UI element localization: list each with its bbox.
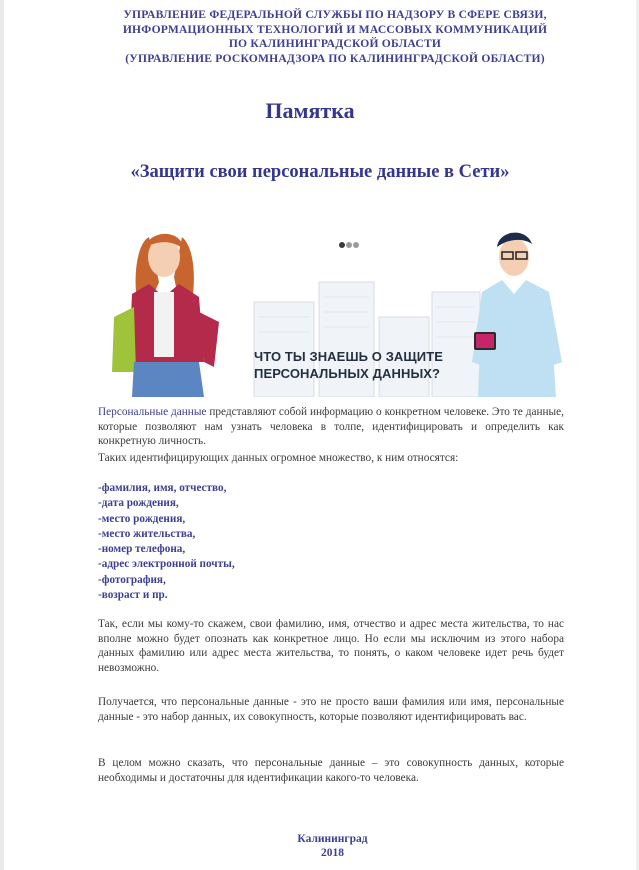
list-item: -номер телефона, [98, 543, 186, 556]
document-title: Памятка [265, 98, 355, 123]
illustration-banner [104, 222, 568, 397]
list-item: -возраст и пр. [98, 589, 168, 602]
boy-illustration [464, 222, 568, 397]
personal-data-list [98, 481, 398, 603]
page-edge-left [0, 0, 4, 870]
footer-city: Калининград [297, 833, 368, 845]
carousel-dot [353, 242, 359, 248]
paragraph-3: В целом можно сказать, что персональные данные – это совокупность данных, которые необходимы и достаточны для идентификации какого-то человека. [98, 757, 564, 784]
list-item: -дата рождения, [98, 497, 179, 510]
list-item: -место рождения, [98, 512, 186, 525]
header-line: ИНФОРМАЦИОННЫХ ТЕХНОЛОГИЙ И МАССОВЫХ КОММУНИКАЦИЙ [122, 22, 548, 36]
list-item: -фамилия, имя, отчество, [98, 482, 227, 494]
paragraph-2: Получается, что персональные данные - это не просто ваши фамилия или имя, персональные данные - это набор данных, их совокупность, которые позволяют идентифицировать вас. [98, 696, 564, 723]
carousel-dot-active [339, 242, 345, 248]
girl-illustration [104, 222, 224, 397]
banner-caption [254, 348, 474, 382]
list-item: -место жительства, [98, 527, 196, 540]
banner-caption-line: ЧТО ТЫ ЗНАЕШЬ О ЗАЩИТЕ [254, 349, 444, 364]
intro-paragraph [98, 405, 564, 449]
document-subtitle: «Защити свои персональные данные в Сети» [130, 162, 510, 182]
list-item: -адрес электронной почты, [98, 558, 235, 571]
intro-list-lead: Таких идентифицирующих данных огромное множество, к ним относятся: [98, 452, 459, 464]
intro-text: представляют собой информацию о конкретном человеке. Это те данные, которые позволяют нам узнать человека в толпе, идентифицировать и определить как конкретную личность. [98, 406, 564, 448]
footer-year: 2018 [321, 847, 344, 859]
banner-caption-line: ПЕРСОНАЛЬНЫХ ДАННЫХ? [254, 366, 441, 381]
carousel-dot [346, 242, 352, 248]
footer [0, 832, 639, 860]
organization-header [70, 8, 600, 66]
header-line: (УПРАВЛЕНИЕ РОСКОМНАДЗОРА ПО КАЛИНИНГРАДСКОЙ ОБЛАСТИ) [125, 51, 545, 65]
list-item: -фотография, [98, 573, 166, 586]
header-line: УПРАВЛЕНИЕ ФЕДЕРАЛЬНОЙ СЛУЖБЫ ПО НАДЗОРУ В СФЕРЕ СВЯЗИ, [123, 8, 547, 21]
carousel-dots [339, 235, 360, 253]
header-line: ПО КАЛИНИНГРАДСКОЙ ОБЛАСТИ [228, 37, 442, 50]
intro-term: Персональные данные [98, 406, 207, 418]
paragraph-1: Так, если мы кому-то скажем, свои фамилию, имя, отчество и адрес места жительства, то нас вполне можно будет опознать как конкретное лицо. Но если мы исключим из этого набора данных фамилию или адрес места жительства, то понять, о каком человеке идет речь будет невозможно. [98, 618, 564, 674]
